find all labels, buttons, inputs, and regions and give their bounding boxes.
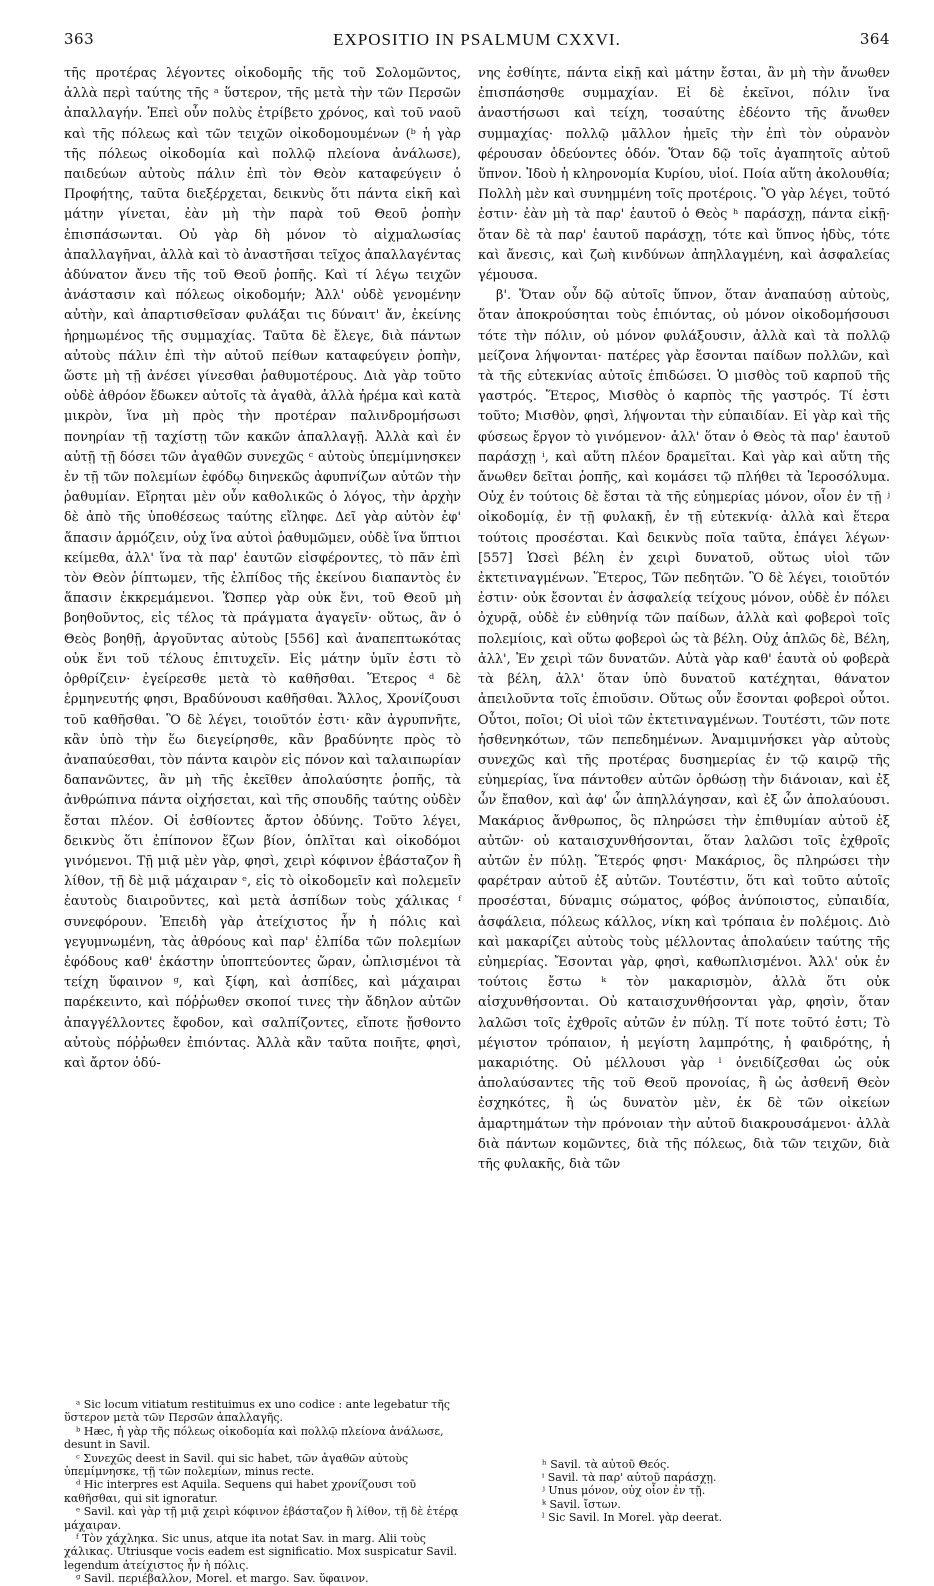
running-header [64,30,890,54]
footnote: ᵃ Sic locum vitiatum restituimus ex uno codice : ante legebatur τῆς ὕστερον μετὰ τῶν Περσῶν ἀπαλλαγῆς. [64,1398,451,1425]
footnote: ᵉ Savil. καὶ γὰρ τῇ μιᾷ χειρὶ κόφινον ἐβάσταζον ἢ λίθον, τῇ δὲ ἑτέρᾳ μάχαιραν. [64,1505,459,1532]
left-footnotes [64,1398,461,1586]
footnote: ᶜ Συνεχῶς deest in Savil. qui sic habet, τῶν ἀγαθῶν αὐτοὺς ὑπεμίμνησκε, τῇ τῶν πολεμίων, minus recte. [64,1451,409,1479]
footnote: ᵏ Savil. ἴστων. [542,1497,621,1511]
footnote: ˡ Sic Savil. In Morel. γὰρ deerat. [542,1510,723,1524]
right-column [478,64,890,1530]
footnote: ᵍ Savil. περιέβαλλον, Morel. et margo. Sav. ὕφαινον. [76,1572,369,1586]
page-number-right: 364 [859,30,890,48]
footnote: ⁱ Savil. τὰ παρ' αὐτοῦ παράσχῃ. [542,1471,717,1485]
footnote: ᶠ Τὸν χάχληκα. Sic unus, atque ita notat Sav. in marg. Alii τοὺς χάλικας. Utriusque vocis eadem est significatio. Mox suspicatur Savil. legendum ἀτείχιστος ἦν ἡ πόλις. [64,1532,458,1572]
footnote: ᵈ Hic interpres est Aquila. Sequens qui habet χρονίζουσι τοῦ καθῆσθαι, qui sit ignoratur. [64,1478,417,1505]
left-column [64,64,461,1390]
running-title: EXPOSITIO IN PSALMUM CXXVI. [333,30,621,49]
footnote: ʰ Savil. τὰ αὐτοῦ Θεός. [542,1458,670,1471]
right-paragraph: β'. Ὅταν οὖν δῷ αὐτοῖς ὕπνον, ὅταν ἀναπαύσῃ αὐτοὺς, ὅταν ἀποκρούσηται τοὺς ἐπιόντας, οὐ μόνον οἰκοδομήσουσι τότε τὴν πόλιν, οὐ μόνον φυλάξουσιν, ἀλλὰ καὶ τὰ πολλῷ μείζονα λήψονται· πατέρες γὰρ ἔσονται παίδων πολλῶν, καὶ τὰ τῆς εὐτεκνίας αὐτοῖς ἐπιδώσει. Ὁ μισθὸς τοῦ καρποῦ τῆς γαστρός. Ἕτερος, Μισθὸς ὁ καρπὸς τῆς γαστρός. Τί ἐστι τοῦτο; Μισθὸν, φησὶ, λήψονται τὴν εὐπαιδίαν. Εἰ γὰρ καὶ τῆς φύσεως ἔργον τὸ γινόμενον· ἀλλ' ὅταν ὁ Θεὸς τὰ παρ' ἑαυτοῦ παράσχῃ ⁱ, καὶ αὕτη πλέον δραμεῖται. Καὶ γὰρ καὶ αὕτη τῆς ἄνωθεν δεῖται ῥοπῆς, καὶ κομάσει τῷ πλήθει τὰ Ἱεροσόλυμα. Οὐχ ἐν τούτοις δὲ ἔσται τὰ τῆς εὐημερίας μόνον, οἷον ἐν τῇ ʲ οἰκοδομίᾳ, ἐν τῇ φυλακῇ, ἐν τῇ εὐτεκνίᾳ· ἀλλὰ καὶ ἕτερα τούτοις προσέσται. Καὶ δεικνὺς ποῖα ταῦτα, ἐπάγει λέγων· [557] Ὡσεὶ βέλη ἐν χειρὶ δυνατοῦ, οὕτως υἱοὶ τῶν ἐκτετιναγμένων. Ἕτερος, Τῶν πεδητῶν. Ὃ δὲ λέγει, τοιοῦτόν ἐστιν· οὐκ ἔσονται ἐν ἀσφαλείᾳ τείχους μόνον, οὐδὲ ἐν πόλει ὀχυρᾷ, οὐδὲ ἐν εὐθηνίᾳ τῶν παίδων, ἀλλὰ καὶ φοβεροὶ τοῖς πολεμίοις, καὶ οὕτω φοβεροὶ ὡς τὰ βέλη. Οὐχ ἁπλῶς δὲ, Βέλη, ἀλλ', Ἐν χειρὶ τῶν δυνατῶν. Αὐτὰ γὰρ καθ' ἑαυτὰ οὐ φοβερὰ τὰ βέλη, ἀλλ' ὅταν ὑπὸ δυνατοῦ κατέχηται, θάνατον ἀπειλοῦντα τοῖς ἐπιοῦσιν. Οὕτως οὖν ἔσονται φοβεροὶ οὗτοι. Οὗτοι, ποῖοι; Οἱ υἱοὶ τῶν ἐκτετιναγμένων. Τουτέστι, τῶν ποτε ἠσθενηκότων, τῶν πεπεδημένων. Ἀναμιμνήσκει γὰρ αὐτοὺς συνεχῶς καὶ τῆς προτέρας δυσημερίας ἐν τῷ καιρῷ τῆς εὐημερίας, ἵνα πάντοθεν αὐτῶν ὀρθώσῃ τὴν διάνοιαν, καὶ ἐξ ὧν ἔπαθον, καὶ ἀφ' ὧν ἀπηλλάγησαν, καὶ ἐξ ὧν ἀπολαύουσι. Μακάριος ἄνθρωπος, ὃς πληρώσει τὴν ἐπιθυμίαν αὐτοῦ ἐξ αὐτῶν· οὐ καταισχυνθήσονται, ὅταν λαλῶσι τοῖς ἐχθροῖς αὐτῶν ἐν πύλῃ. Ἕτερός φησι· Μακάριος, ὃς πληρώσει τὴν φαρέτραν αὐτοῦ ἐξ αὐτῶν. Τουτέστιν, ὅτι καὶ τοῦτο αὐτοῖς προσέσται, δύναμις σώματος, φόβος ἀνύποιστος, εὐπαιδία, ἀσφάλεια, πόλεως κάλλος, νίκη καὶ τρόπαια ἐν πολέμοις. Διὸ καὶ μακαρίζει αὐτοὺς τοὺς μέλλοντας ἀπολαύειν ταύτης τῆς εὐημερίας. Ἔσονται γὰρ, φησὶ, καθωπλισμένοι. Ἀλλ' οὐκ ἐν τούτοις ἔστω ᵏ τὸν μακαρισμὸν, ἀλλὰ ὅτι οὐκ αἰσχυνθήσονται. Οὐ καταισχυνθήσονται γὰρ, φησὶν, ὅταν λαλῶσι τοῖς ἐχθροῖς αὐτῶν ἐν πύλῃ. Τί ποτε τοῦτό ἐστι; Τὸ μέγιστον τρόπαιον, ἡ μεγίστη λαμπρότης, ἡ φαιδρότης, ἡ μακαριότης. Οὐ μέλλουσι γὰρ ˡ ὀνειδίζεσθαι ὡς οὐκ ἀπολαύσαντες τῆς τοῦ Θεοῦ προνοίας, ἢ ὡς ἀσθενῆ Θεὸν ἐσχηκότες, ἢ ὡς δυνατὸν μὲν, ἐκ δὲ τῶν οἰκείων ἁμαρτημάτων τὴν πρόνοιαν τὴν αὐτοῦ διακρουσάμενοι· ἀλλὰ διὰ πάντων κομῶντες, διὰ τῆς πόλεως, διὰ τῶν τειχῶν, διὰ τῆς φυλακῆς, διὰ τῶν [478,288,890,1172]
page-number-left: 363 [64,30,95,48]
footnote: ʲ Unus μόνον, οὐχ οἷον ἐν τῇ. [542,1484,706,1498]
right-footnotes [478,1458,890,1534]
left-paragraph: τῆς προτέρας λέγοντες οἰκοδομῆς τῆς τοῦ Σολομῶντος, ἀλλὰ περὶ ταύτης τῆς ᵃ ὕστερον, τῆς μετὰ τὴν τῶν Περσῶν ἀπαλλαγήν. Ἐπεὶ οὖν πολὺς ἐτρίβετο χρόνος, καὶ τοῦ ναοῦ καὶ τῆς πόλεως καὶ τῶν τειχῶν οἰκοδομουμένων (ᵇ ἡ γὰρ τῆς πόλεως οἰκοδομία καὶ πολλῷ πλείονα ἀνάλωσε), παιδεύων αὐτοὺς πάλιν ἐπὶ τὸν Θεὸν καταφεύγειν ὁ Προφήτης, ταῦτα διεξέρχεται, δεικνὺς ὅτι πάντα εἰκῆ καὶ μάτην γίνεται, ἐὰν μὴ τὴν παρὰ τοῦ Θεοῦ ῥοπὴν ἐπισπάσωνται. Οὐ γὰρ δὴ μόνον τὸ αἰχμαλωσίας ἀπαλλαγῆναι, ἀλλὰ καὶ τὸ ἀναστῆσαι τεῖχος ἀπαλλαγέντας ἀδύνατον ἄνευ τῆς τοῦ Θεοῦ ῥοπῆς. Καὶ τί λέγω τειχῶν ἀνάστασιν καὶ πόλεως οἰκοδομήν; Ἀλλ' οὐδὲ γενομένην αὐτὴν, καὶ ἀπαρτισθεῖσαν φυλάξαι τις δύναιτ' ἄν, ἐκείνης ἠρημωμένος τῆς συμμαχίας. Ταῦτα δὲ ἔλεγε, διὰ πάντων αὐτοὺς πάλιν ἐπὶ τὴν αὐτοῦ πείθων καταφεύγειν ῥοπὴν, ὥστε μὴ τῇ ἀνέσει γίνεσθαι ῥαθυμοτέρους. Διὰ γὰρ τοῦτο οὐδὲ ἀθρόον ἔδωκεν αὐτοῖς τὰ ἀγαθὰ, ἀλλὰ ἠρέμα καὶ κατὰ μικρὸν, ἵνα μὴ πρὸς τὴν προτέραν παλινδρομήσωσι πονηρίαν τῇ ταχίστῃ τῶν κακῶν ἀπαλλαγῇ. Ἀλλὰ καὶ ἐν αὐτῇ τῇ δόσει τῶν ἀγαθῶν συνεχῶς ᶜ αὐτοὺς ὑπεμίμνησκεν ἐν τῇ τῶν πολεμίων ἐφόδῳ διηνεκῶς ἀφυπνίζων αὐτῶν τὴν ῥαθυμίαν. Εἴρηται μὲν οὖν καθολικῶς ὁ λόγος, τὴν ἀρχὴν δὲ ἀπὸ τῆς ὑποθέσεως ταύτης εἴληφε. Δεῖ γὰρ αὐτὸν ἐφ' ἅπασιν ἁρμόζειν, οὐχ ἵνα αὐτοὶ ῥαθυμῶμεν, οὐδὲ ἵνα ὕπτιοι κείμεθα, ἀλλ' ἵνα τὰ παρ' ἑαυτῶν εἰσφέροντες, τὸ πᾶν ἐπὶ τὸν Θεὸν ῥίπτωμεν, τῆς ἐλπίδος τῆς ἐκείνου διαπαντὸς ἐν ἅπασιν ἐκκρεμάμενοι. Ὥσπερ γὰρ οὐκ ἔνι, τοῦ Θεοῦ μὴ βοηθοῦντος, εἰς τέλος τὰ πράγματα ἀγαγεῖν· οὕτως, ἂν ὁ Θεὸς βοηθῇ, ἀργοῦντας αὐτοὺς [556] καὶ ἀναπεπτωκότας οὐκ ἔνι τοῦ τέλους ἐπιτυχεῖν. Εἰς μάτην ὑμῖν ἐστι τὸ ὀρθρίζειν· ἐγείρεσθε μετὰ τὸ καθῆσθαι. Ἕτερος ᵈ δὲ ἑρμηνευτής φησι, Βραδύνουσι καθῆσθαι. Ἄλλος, Χρονίζουσι τοῦ καθῆσθαι. Ὃ δὲ λέγει, τοιοῦτόν ἐστι· κἂν ἀγρυπνῆτε, κἂν ὑπὸ τὴν ἕω διεγείρησθε, κἂν βραδύνητε πρὸς τὸ ἀναπαύεσθαι, τὸν πάντα καιρὸν εἰς πόνον καὶ ταλαιπωρίαν δαπανῶντες, ἂν μὴ τῆς ἐκεῖθεν ἀπολαύσητε ῥοπῆς, τὰ ἀνθρώπινα πάντα οἰχήσεται, καὶ τῆς σπουδῆς ταύτης οὐδὲν ἔσται πλέον. Οἱ ἐσθίοντες ἄρτον ὀδύνης. Τοῦτο λέγει, δεικνὺς ὅτι ἐπίπονον ἔζων βίον, ὁπλῖται καὶ οἰκοδόμοι γινόμενοι. Τῇ μιᾷ μὲν γὰρ, φησὶ, χειρὶ κόφινον ἐβάσταζον ἢ λίθον, τῇ δὲ μιᾷ μάχαιραν ᵉ, εἰς τὸ οἰκοδομεῖν καὶ πολεμεῖν ἑαυτοὺς διαιροῦντες, καὶ μετὰ ἀσπίδων τοὺς χάλικας ᶠ συνεφόρουν. Ἐπειδὴ γὰρ ἀτείχιστος ἦν ἡ πόλις καὶ γεγυμνωμένη, τὰς ἀθρόους καὶ παρ' ἐλπίδα τῶν πολεμίων ἐφόδους καθ' ἑκάστην ὑποπτεύοντες ὥραν, ὡπλισμένοι τὰ τείχη ὕφαινον ᵍ, καὶ ξίφη, καὶ ἀσπίδες, καὶ μάχαιραι παρέκειντο, καὶ πόῤῥωθεν σκοποί τινες τὴν ἄδηλον αὐτῶν ἀπαγγέλλοντες ἔφοδον, καὶ σαλπίζοντες, εἴποτε ᾔσθοντο αὐτοὺς πόῤῥωθεν ἐπιόντας. Ἀλλὰ κἂν ταῦτα ποιῆτε, φησὶ, καὶ ἄρτον ὀδύ- [64,66,461,1071]
right-paragraph: νης ἐσθίητε, πάντα εἰκῇ καὶ μάτην ἔσται, ἂν μὴ τὴν ἄνωθεν ἐπισπάσησθε συμμαχίαν. Εἰ δὲ ἐκεῖνοι, πόλιν ἵνα ἀναστήσωσι καὶ τείχη, τοσαύτης ἐδέοντο τῆς ἄνωθεν συμμαχίας· πολλῷ μᾶλλον ἡμεῖς τὴν ἐπὶ τὸν οὐρανὸν φέρουσαν ὁδεύοντες ὁδόν. Ὅταν δῷ τοῖς ἀγαπητοῖς αὐτοῦ ὕπνον. Ἰδοὺ ἡ κληρονομία Κυρίου, υἱοί. Ποία αὕτη ἀκολουθία; Πολλὴ μὲν καὶ συνημμένη τοῖς προτέροις. Ὃ γὰρ λέγει, τοῦτό ἐστιν· ἐὰν μὴ τὰ παρ' ἑαυτοῦ ὁ Θεὸς ʰ παράσχῃ, πάντα εἰκῇ· ὅταν δὲ τὰ παρ' ἑαυτοῦ παράσχῃ, τότε καὶ ὕπνος ἡδὺς, τότε καὶ ἄνεσις, καὶ ζωὴ κινδύνων ἀπηλλαγμένη, καὶ ἀσφαλείας γέμουσα. [478,66,890,284]
footnote: ᵇ Hæc, ἡ γὰρ τῆς πόλεως οἰκοδομία καὶ πολλῷ πλείονα ἀνάλωσε, desunt in Savil. [64,1424,444,1452]
